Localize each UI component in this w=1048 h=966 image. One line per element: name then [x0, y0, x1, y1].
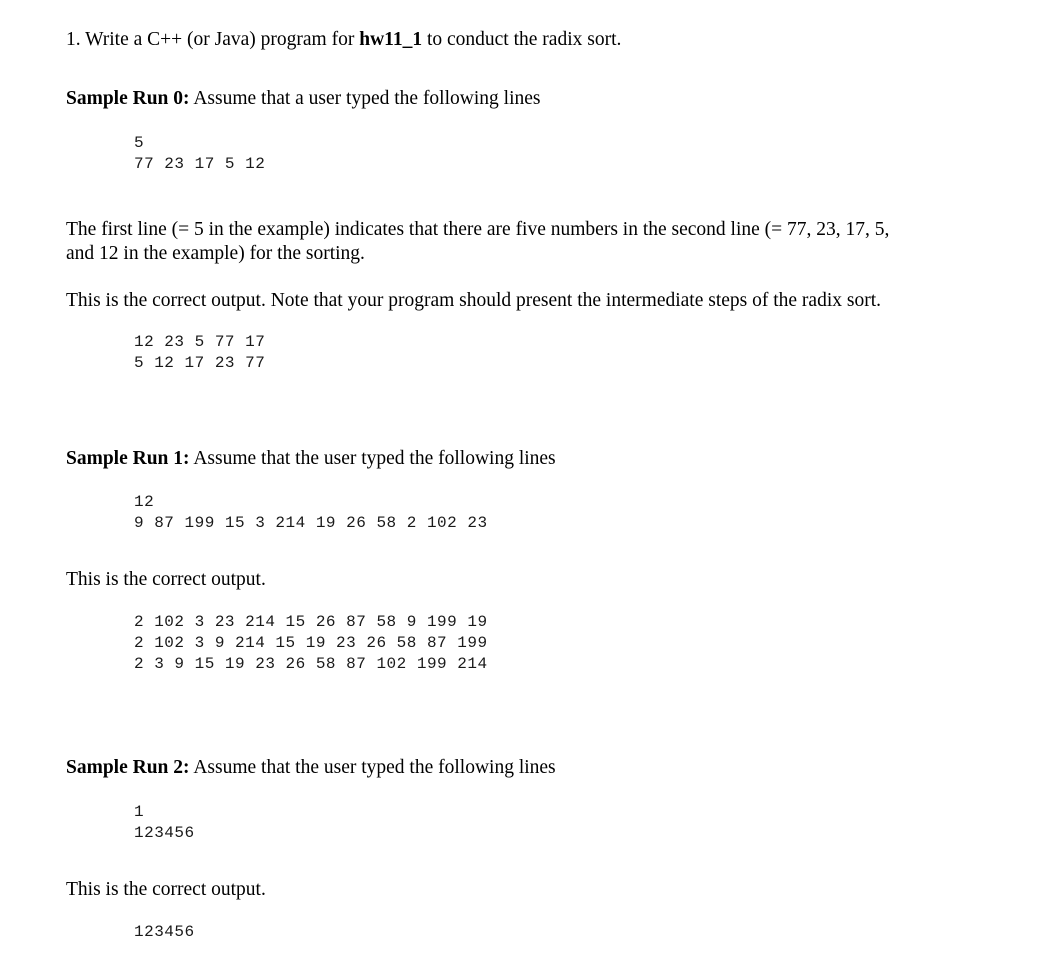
question-prefix: 1. Write a C++ (or Java) program for: [66, 29, 360, 50]
sample-run-0-heading: [66, 87, 540, 111]
sample-run-2-output: [134, 922, 195, 943]
input-line: 9 87 199 15 3 214 19 26 58 2 102 23: [134, 514, 488, 532]
question-heading: [66, 28, 621, 52]
sample-run-1-label: Sample Run 1:: [66, 448, 190, 469]
explanation-line: The first line (= 5 in the example) indicates that there are five numbers in the second line (= 77, 23, 17, 5,: [66, 219, 890, 240]
sample-run-2-label: Sample Run 2:: [66, 757, 190, 778]
output-line: 12 23 5 77 17: [134, 333, 266, 351]
sample-run-0-output: [134, 332, 265, 374]
sample-run-2-heading-text: Assume that the user typed the following lines: [189, 757, 556, 778]
sample-run-1-heading-text: Assume that the user typed the following lines: [189, 448, 556, 469]
explanation-line: and 12 in the example) for the sorting.: [66, 243, 365, 264]
sample-run-0-output-intro: This is the correct output. Note that your program should present the intermediate steps of the radix sort.: [66, 290, 882, 311]
sample-run-2-output-intro: This is the correct output.: [66, 879, 266, 900]
output-line: 2 102 3 23 214 15 26 87 58 9 199 19: [134, 613, 488, 631]
output-line: 5 12 17 23 77: [134, 354, 266, 372]
sample-run-0-label: Sample Run 0:: [66, 88, 190, 109]
output-line: 2 3 9 15 19 23 26 58 87 102 199 214: [134, 655, 488, 673]
sample-run-0-input: [134, 133, 265, 175]
sample-run-1-output: [134, 612, 488, 675]
input-line: 1: [134, 803, 145, 821]
input-line: 5: [134, 134, 145, 152]
output-line: 123456: [134, 923, 195, 941]
input-line: 12: [134, 493, 155, 511]
sample-run-2-heading: [66, 756, 556, 780]
program-name: hw11_1: [359, 29, 423, 50]
sample-run-1-output-intro: This is the correct output.: [66, 569, 266, 590]
sample-run-1-heading: [66, 447, 556, 471]
output-line: 2 102 3 9 214 15 19 23 26 58 87 199: [134, 634, 488, 652]
input-line: 123456: [134, 824, 195, 842]
sample-run-1-input: [134, 492, 488, 534]
sample-run-2-input: [134, 802, 195, 844]
question-suffix: to conduct the radix sort.: [422, 29, 622, 50]
input-line: 77 23 17 5 12: [134, 155, 266, 173]
sample-run-0-heading-text: Assume that a user typed the following lines: [189, 88, 541, 109]
sample-run-0-explanation: [66, 218, 889, 266]
